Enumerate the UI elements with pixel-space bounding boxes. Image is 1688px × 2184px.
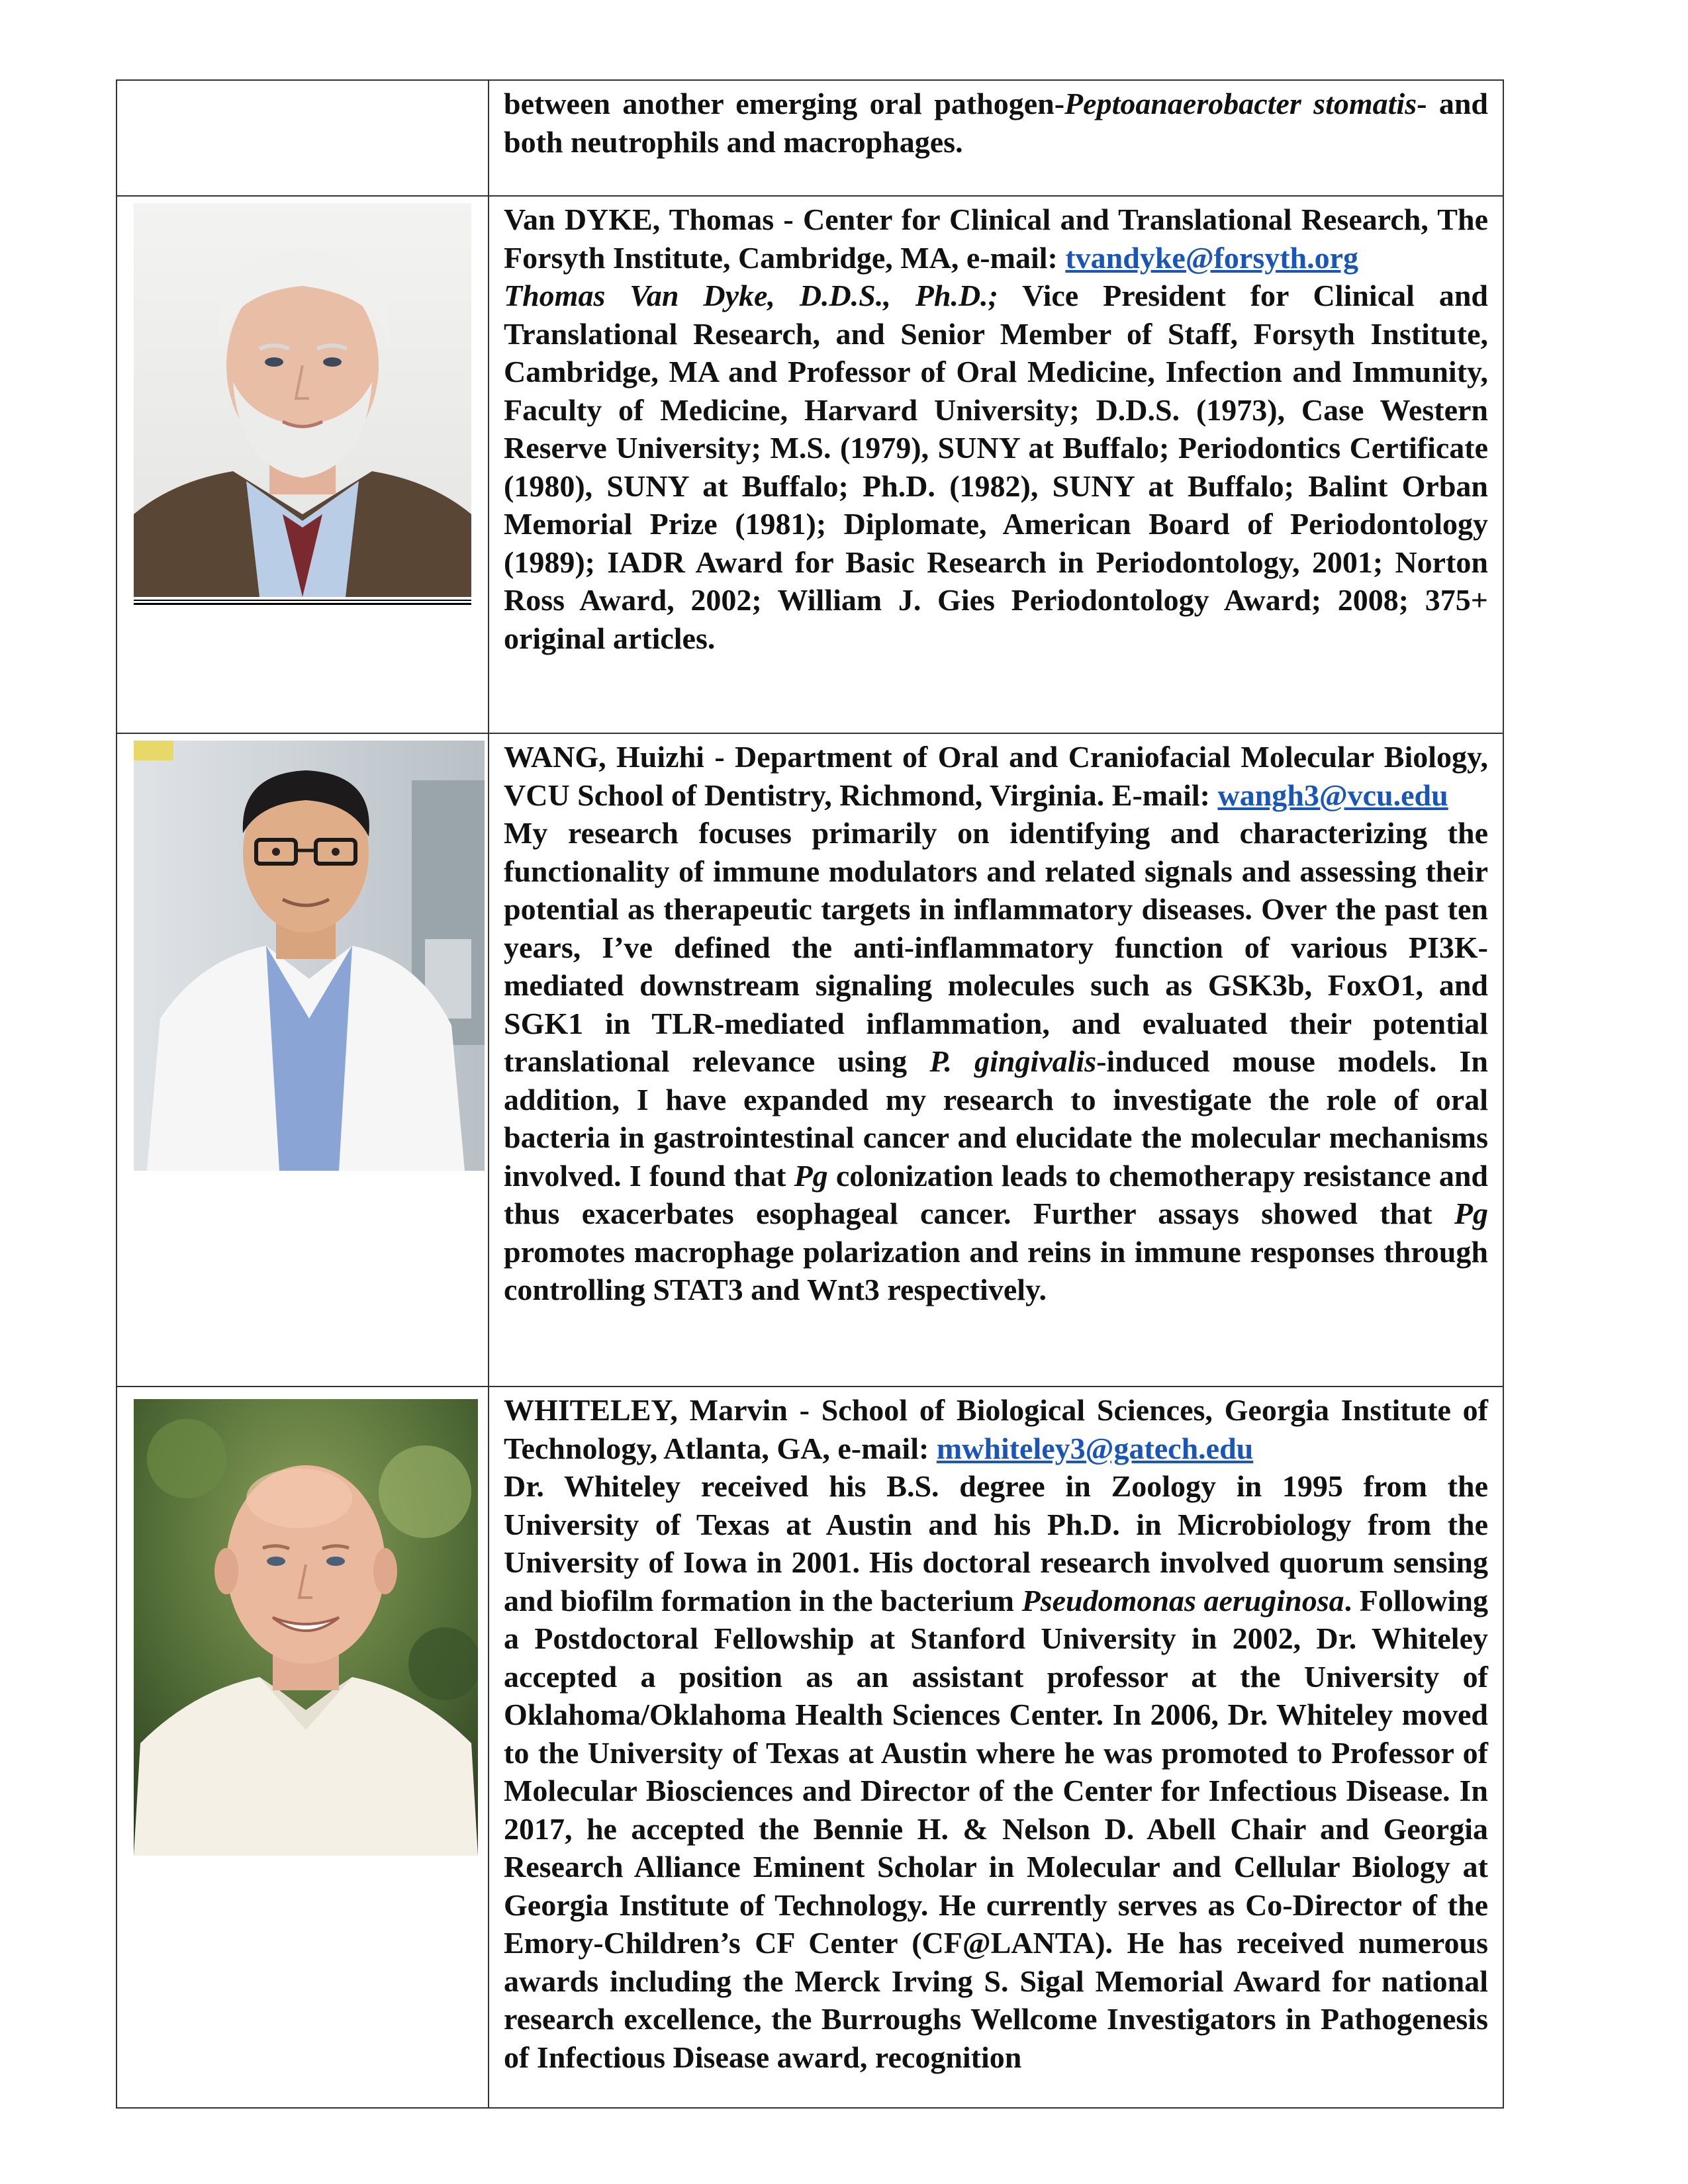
table-row — [117, 80, 1503, 196]
table-row — [117, 196, 1503, 733]
bio-body: Vice President for Clinical and Translational Research, and Senior Member of Staff, Forsyth Institute, Cambridge, MA and Professor of Oral Medicine, Infection and Immunity, Faculty of Medicine, Harvard University; D.D.S. (1973), Case Western Reserve University; M.S. (1979), SUNY at Buffalo; Periodontics Certificate (1980), SUNY at Buffalo; Ph.D. (1982), SUNY at Buffalo; Balint Orban Memorial Prize (1981); Diplomate, American Board of Periodontology (1989); IADR Award for Basic Research in Periodontology, 2001; Norton Ross Award, 2002; William J. Gies Periodontology Award; 2008; 375+ original articles. — [504, 279, 1488, 655]
table-row — [117, 733, 1503, 1387]
email-link[interactable]: mwhiteley3@gatech.edu — [936, 1431, 1254, 1465]
email-link[interactable]: tvandyke@forsyth.org — [1065, 240, 1359, 275]
species-name: Pseudomonas aeruginosa — [1021, 1583, 1344, 1617]
photo-cell — [117, 1387, 489, 2108]
bio-header: WHITELEY, Marvin - School of Biological Sciences, Georgia Institute of Technology, Atlanta, GA, e-mail: — [504, 1393, 1488, 1465]
photo-cell — [117, 733, 489, 1387]
faculty-bio-table — [116, 79, 1504, 2109]
bio-van-dyke — [489, 197, 1503, 657]
portrait-photo-wang — [134, 741, 485, 1171]
photo-underline — [134, 600, 471, 605]
bio-name-credentials: Thomas Van Dyke, D.D.S., Ph.D.; — [504, 279, 998, 312]
table-row — [117, 1387, 1503, 2108]
bio-header: Van DYKE, Thomas - Center for Clinical and Translational Research, The Forsyth Institute, Cambridge, MA, e-mail: — [504, 203, 1488, 275]
bio-text-cell — [489, 196, 1503, 733]
email-link[interactable]: wangh3@vcu.edu — [1217, 778, 1448, 812]
photo-cell — [117, 196, 489, 733]
species-name: P. gingivalis — [929, 1044, 1097, 1078]
empty-photo-cell — [117, 80, 489, 196]
continuation-text: between another emerging oral pathogen-Peptoanaerobacter stomatis- and both neutrophils and macrophages. — [504, 87, 1489, 159]
portrait-photo-van-dyke — [134, 203, 471, 597]
bio-header: WANG, Huizhi - Department of Oral and Craniofacial Molecular Biology, VCU School of Dentistry, Richmond, Virginia. E-mail: — [504, 740, 1488, 812]
bio-wang: WANG, Huizhi - Department of Oral and Craniofacial Molecular Biology, VCU School of Dentistry, Richmond, Virginia. E-mail: wangh3@vcu.edu My research focuses primarily on identifying and characterizing the functionality of immune modulators and related signals and assessing their potential as therapeutic targets in inflammatory diseases. Over the past ten years, I’ve defined the anti-inflammatory function of various PI3K-mediated downstream signaling molecules such as GSK3b, FoxO1, and SGK1 in TLR-mediated inflammation, and evaluated their potential translational relevance using P. gingivalis-induced mouse models. In addition, I have expanded my research to investigate the role of oral bacteria in gastrointestinal cancer and elucidate the molecular mechanisms involved. I found that Pg colonization leads to chemotherapy resistance and thus exacerbates esophageal cancer. Further assays showed that Pg promotes macrophage polarization and reins in immune responses through controlling STAT3 and Wnt3 respectively. — [504, 740, 1488, 1306]
bio-whiteley: WHITELEY, Marvin - School of Biological Sciences, Georgia Institute of Technology, Atlanta, GA, e-mail: mwhiteley3@gatech.edu Dr. Whiteley received his B.S. degree in Zoology in 1995 from the University of Texas at Austin and his Ph.D. in Microbiology from the University of Iowa in 2001. His doctoral research involved quorum sensing and biofilm formation in the bacterium Pseudomonas aeruginosa. Following a Postdoctoral Fellowship at Stanford University in 2002, Dr. Whiteley accepted a position as an assistant professor at the University of Oklahoma/Oklahoma Health Sciences Center. In 2006, Dr. Whiteley moved to the University of Texas at Austin where he was promoted to Professor of Molecular Biosciences and Director of the Center for Infectious Disease. In 2017, he accepted the Bennie H. & Nelson D. Abell Chair and Georgia Research Alliance Eminent Scholar in Molecular and Cellular Biology at Georgia Institute of Technology. He currently serves as Co-Director of the Emory-Children’s CF Center (CF@LANTA). He has received numerous awards including the Merck Irving S. Sigal Memorial Award for national research excellence, the Burroughs Wellcome Investigators in Pathogenesis of Infectious Disease award, recognition — [504, 1393, 1489, 2074]
bio-text-cell — [489, 733, 1503, 1387]
species-name: Peptoanaerobacter stomatis — [1064, 87, 1417, 120]
bio-text-cell — [489, 1387, 1503, 2108]
portrait-photo-whiteley — [134, 1399, 478, 1856]
bio-text-cell — [489, 80, 1503, 196]
